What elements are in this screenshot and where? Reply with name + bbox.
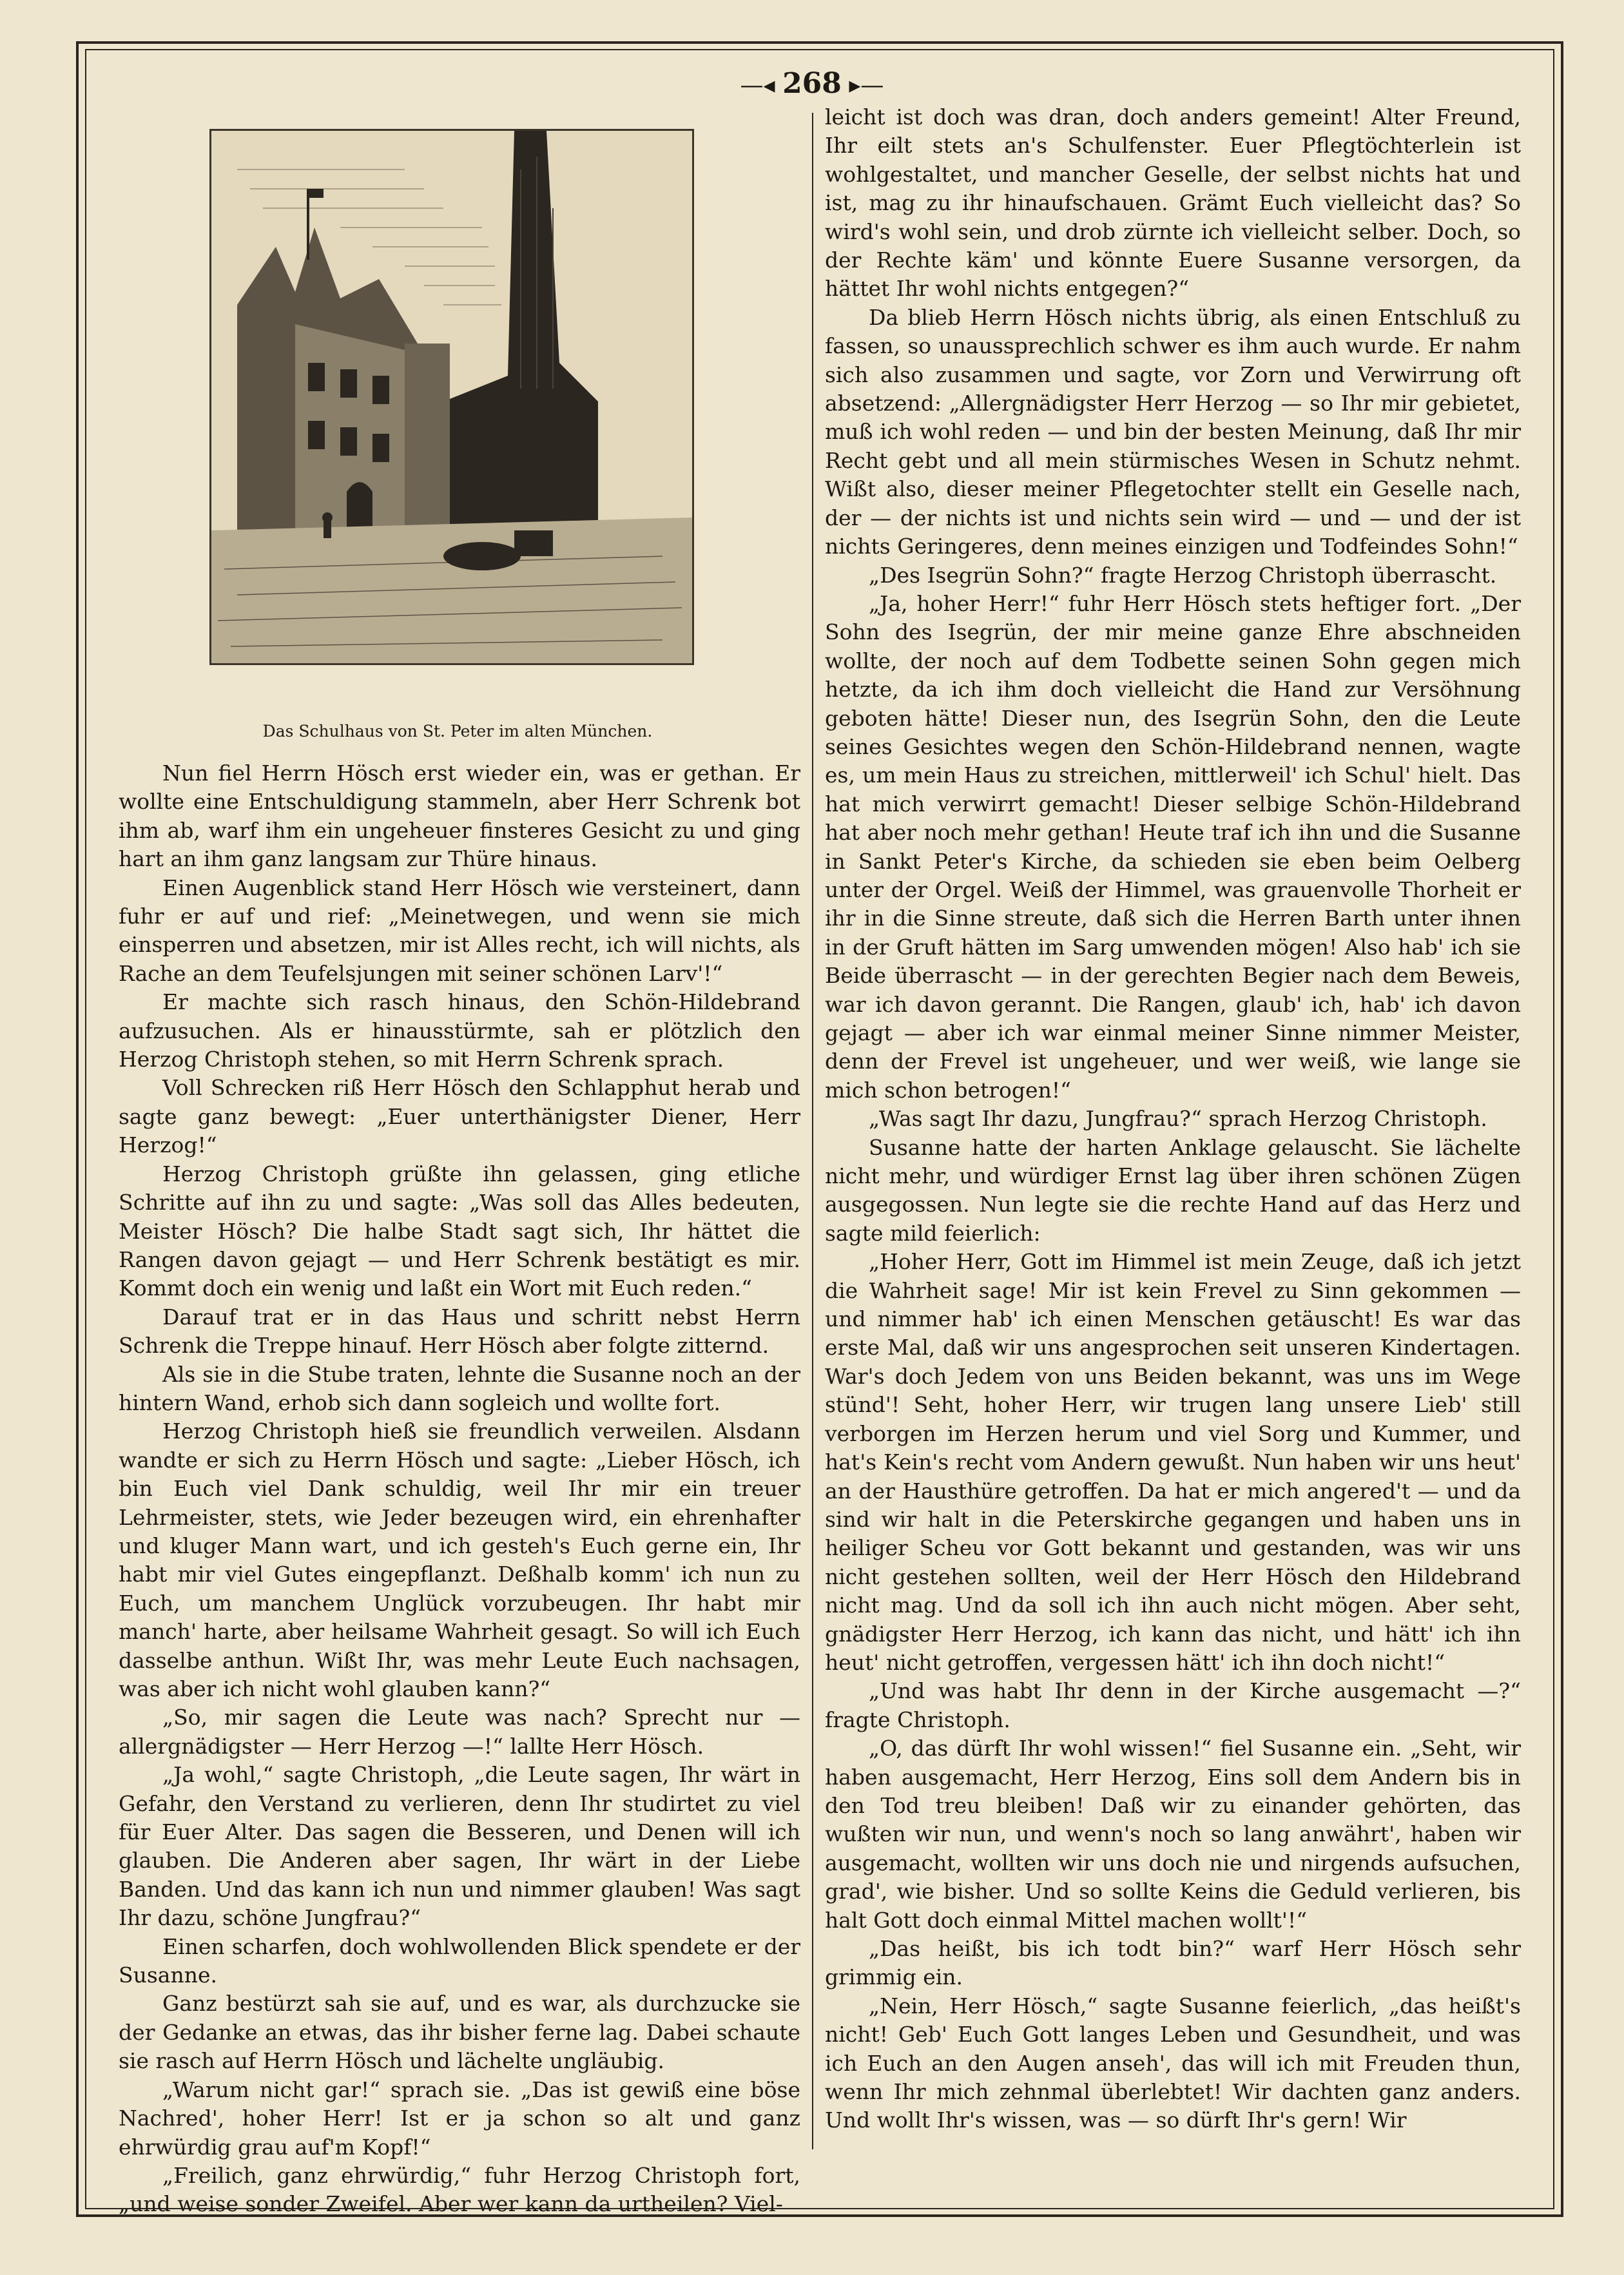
right-column (825, 103, 1521, 2135)
paragraph: „Das heißt, bis ich todt bin?“ warf Herr Hösch sehr grimmig ein. (825, 1936, 1521, 1990)
paragraph: „Was sagt Ihr dazu, Jungfrau?“ sprach Herzog Christoph. (869, 1106, 1487, 1132)
illustration-engraving (209, 129, 694, 665)
paragraph: Da blieb Herrn Hösch nichts übrig, als einen Entschluß zu fassen, so unaussprechlich schwer es ihm auch wurde. Er nahm sich also zusammen und sagte, vor Zorn und Verwirrung oft absetzend: „Allergnädigster Herr Herzog — so Ihr mir gebietet, muß ich wohl reden — und bin der besten Meinung, daß Ihr mir Recht gebt und all mein stürmisches Wesen in Schutz nehmt. Wißt also, dieser meiner Pflegetochter stellt ein Geselle nach, der — der nichts ist und nichts sein wird — und — und der ist nichts Geringeres, denn meines einzigen und Todfeindes Sohn!“ (825, 304, 1521, 559)
paragraph: „Und was habt Ihr denn in der Kirche ausgemacht —?“ fragte Christoph. (825, 1678, 1521, 1732)
paragraph: Einen scharfen, doch wohlwollenden Blick spendete er der Susanne. (119, 1933, 800, 1988)
paragraph: Als sie in die Stube traten, lehnte die Susanne noch an der hintern Wand, erhob sich dann sogleich und wollte fort. (119, 1361, 800, 1415)
paragraph: Er machte sich rasch hinaus, den Schön-Hildebrand aufzusuchen. Als er hinausstürmte, sah er plötzlich den Herzog Christoph stehen, so mit Herrn Schrenk sprach. (119, 989, 800, 1072)
left-column (119, 759, 800, 2219)
paragraph: Voll Schrecken riß Herr Hösch den Schlapphut herab und sagte ganz bewegt: „Euer unterthänigster Diener, Herr Herzog!“ (119, 1075, 800, 1158)
page-number-left-ornament: —◂ (740, 72, 783, 99)
paragraph: „O, das dürft Ihr wohl wissen!“ fiel Susanne ein. „Seht, wir haben ausgemacht, Herr Herzog, Eins soll dem Andern bis in den Tod treu bleiben! Daß wir zu einander gehörten, das wußten wir nun, und wenn's noch so lang anwährt', haben wir ausgemacht, wollten wir uns doch nie und nirgends aufsuchen, grad', wie bisher. Und so sollte Keins die Geduld verlieren, bis halt Gott doch einmal Mittel machen wollt'!“ (825, 1736, 1521, 1933)
illustration-caption: Das Schulhaus von St. Peter im alten München. (262, 722, 653, 741)
paragraph: „So, mir sagen die Leute was nach? Sprecht nur — allergnädigster — Herr Herzog —!“ lallte Herr Hösch. (119, 1705, 800, 1759)
paragraph: leicht ist doch was dran, doch anders gemeint! Alter Freund, Ihr eilt stets an's Schulfenster. Euer Pflegtöchterlein ist wohlgestaltet, und mancher Geselle, der selbst nichts hat und ist, mag zu ihr hinaufschauen. Grämt Euch vielleicht das? So wird's wohl sein, und drob zürnte ich vielleicht selber. Doch, so der Rechte käm' und könnte Euere Susanne versorgen, da hättet Ihr wohl nichts entgegen?“ (825, 104, 1521, 302)
paragraph: Nun fiel Herrn Hösch erst wieder ein, was er gethan. Er wollte eine Entschuldigung stammeln, aber Herr Schrenk bot ihm ab, warf ihm ein ungeheuer finsteres Gesicht zu und ging hart an ihm ganz langsam zur Thüre hinaus. (119, 760, 800, 872)
paragraph: Einen Augenblick stand Herr Hösch wie versteinert, dann fuhr er auf und rief: „Meinetwegen, und wenn sie mich einsperren und absetzen, mir ist Alles recht, ich will nichts, als Rache an dem Teufelsjungen mit seiner schönen Larv'!“ (119, 875, 800, 986)
street-scene-drawing (211, 131, 692, 663)
column-divider (812, 113, 813, 2149)
page-number (728, 64, 896, 103)
paragraph: „Ja, hoher Herr!“ fuhr Herr Hösch stets heftiger fort. „Der Sohn des Isegrün, der mir meine ganze Ehre abschneiden wollte, der noch auf dem Todbette seinen Sohn gegen mich hetzte, da ich ihm doch vielleicht die Hand zur Versöhnung geboten hätte! Dieser nun, des Isegrün Sohn, den die Leute seines Gesichtes wegen den Schön-Hildebrand nennen, wagte es, um mein Haus zu streichen, mittlerweil' ich Schul' hielt. Das hat mich verwirrt gemacht! Dieser selbige Schön-Hildebrand hat aber noch mehr gethan! Heute traf ich ihn und die Susanne in Sankt Peter's Kirche, da schieden sie eben beim Oelberg unter der Orgel. Weiß der Himmel, was grauenvolle Thorheit er ihr in die Sinne streute, daß sich die Herren Barth unter ihnen in der Gruft hätten im Sarg umwenden mögen! Also hab' ich sie Beide überrascht — in der gerechten Begier nach dem Beweis, war ich davon gerannt. Die Rangen, glaub' ich, hab' ich davon gejagt — aber ich war einmal meiner Sinne nimmer Meister, denn der Frevel ist ungeheuer, und wer weiß, wie lange sie mich schon betrogen!“ (825, 590, 1521, 1103)
paragraph: „Ja wohl,“ sagte Christoph, „die Leute sagen, Ihr wärt in Gefahr, den Verstand zu verlieren, denn Ihr studirtet zu viel für Euer Alter. Das sagen die Besseren, und Denen will ich glauben. Die Anderen aber sagen, Ihr wärt in der Liebe Banden. Und das kann ich nun und nimmer glauben! Was sagt Ihr dazu, schöne Jungfrau?“ (119, 1762, 800, 1931)
paragraph: Ganz bestürzt sah sie auf, und es war, als durchzucke sie der Gedanke an etwas, das ihr bisher ferne lag. Dabei schaute sie rasch auf Herrn Hösch und lächelte ungläubig. (119, 1991, 800, 2074)
page-number-right-ornament: ▸— (841, 72, 884, 99)
paragraph: Herzog Christoph grüßte ihn gelassen, ging etliche Schritte auf ihn zu und sagte: „Was soll das Alles bedeuten, Meister Hösch? Die halbe Stadt sagt sich, Ihr hättet die Rangen davon gejagt — und Herr Schrenk bestätigt es mir. Kommt doch ein wenig und laßt ein Wort mit Euch reden.“ (119, 1161, 800, 1301)
paragraph: Susanne hatte der harten Anklage gelauscht. Sie lächelte nicht mehr, und würdiger Ernst lag über ihren schönen Zügen ausgegossen. Nun legte sie die rechte Hand auf das Herz und sagte mild feierlich: (825, 1134, 1521, 1246)
paragraph: „Nein, Herr Hösch,“ sagte Susanne feierlich, „das heißt's nicht! Geb' Euch Gott langes Leben und Gesundheit, und was ich Euch an den Augen anseh', das will ich mit Freuden thun, wenn Ihr mich zehnmal überlebtet! Wir dachten ganz anders. Und wollt Ihr's wissen, was — so dürft Ihr's gern! Wir (825, 1993, 1521, 2133)
page-number-value: 268 (782, 67, 842, 100)
paragraph: „Warum nicht gar!“ sprach sie. „Das ist gewiß eine böse Nachred', hoher Herr! Ist er ja schon so alt und ganz ehrwürdig grau auf'm Kopf!“ (119, 2077, 800, 2160)
paragraph: „Des Isegrün Sohn?“ fragte Herzog Christoph überrascht. (869, 562, 1497, 588)
paragraph: Darauf trat er in das Haus und schritt nebst Herrn Schrenk die Treppe hinauf. Herr Hösch aber folgte zitternd. (119, 1304, 800, 1359)
paragraph: Herzog Christoph hieß sie freundlich verweilen. Alsdann wandte er sich zu Herrn Hösch und sagte: „Lieber Hösch, ich bin Euch viel Dank schuldig, weil Ihr mir ein treuer Lehrmeister, stets, wie Jeder bezeugen wird, ein ehrenhafter und kluger Mann wart, und ich gesteh's Euch gerne ein, Ihr habt mir viel Gutes eingepflanzt. Deßhalb komm' ich nun zu Euch, um manchem Unglück vorzubeugen. Ihr habt mir manch' harte, aber heilsame Wahrheit gesagt. So will ich Euch dasselbe anthun. Wißt Ihr, was mehr Leute Euch nachsagen, was aber ich nicht wohl glauben kann?“ (119, 1418, 800, 1701)
paragraph: „Freilich, ganz ehrwürdig,“ fuhr Herzog Christoph fort, „und weise sonder Zweifel. Aber wer kann da urtheilen? Viel- (119, 2162, 800, 2217)
paragraph: „Hoher Herr, Gott im Himmel ist mein Zeuge, daß ich jetzt die Wahrheit sage! Mir ist kein Frevel zu Sinn gekommen — und nimmer hab' ich einen Menschen getäuscht! Es war das erste Mal, daß wir uns angesprochen seit unseren Kindertagen. War's doch Jedem von uns Beiden bekannt, was uns im Wege stünd'! Seht, hoher Herr, wir trugen lang unsere Lieb' still verborgen im Herzen herum und viel Sorg und Kummer, und hat's Kein's recht vom Andern gewußt. Nun haben wir uns heut' an der Hausthüre getroffen. Da hat er mich angered't — und da sind wir halt in die Peterskirche gegangen und haben uns in heiliger Scheu vor Gott bekannt und gestanden, was wir uns nicht gestehen sollten, weil der Herr Hösch den Hildebrand nicht mag. Und da soll ich ihn auch nicht mögen. Aber seht, gnädigster Herr Herzog, ich kann das nicht, und hätt' ich ihn heut' nicht getroffen, vergessen hätt' ich ihn doch nicht!“ (825, 1249, 1521, 1675)
